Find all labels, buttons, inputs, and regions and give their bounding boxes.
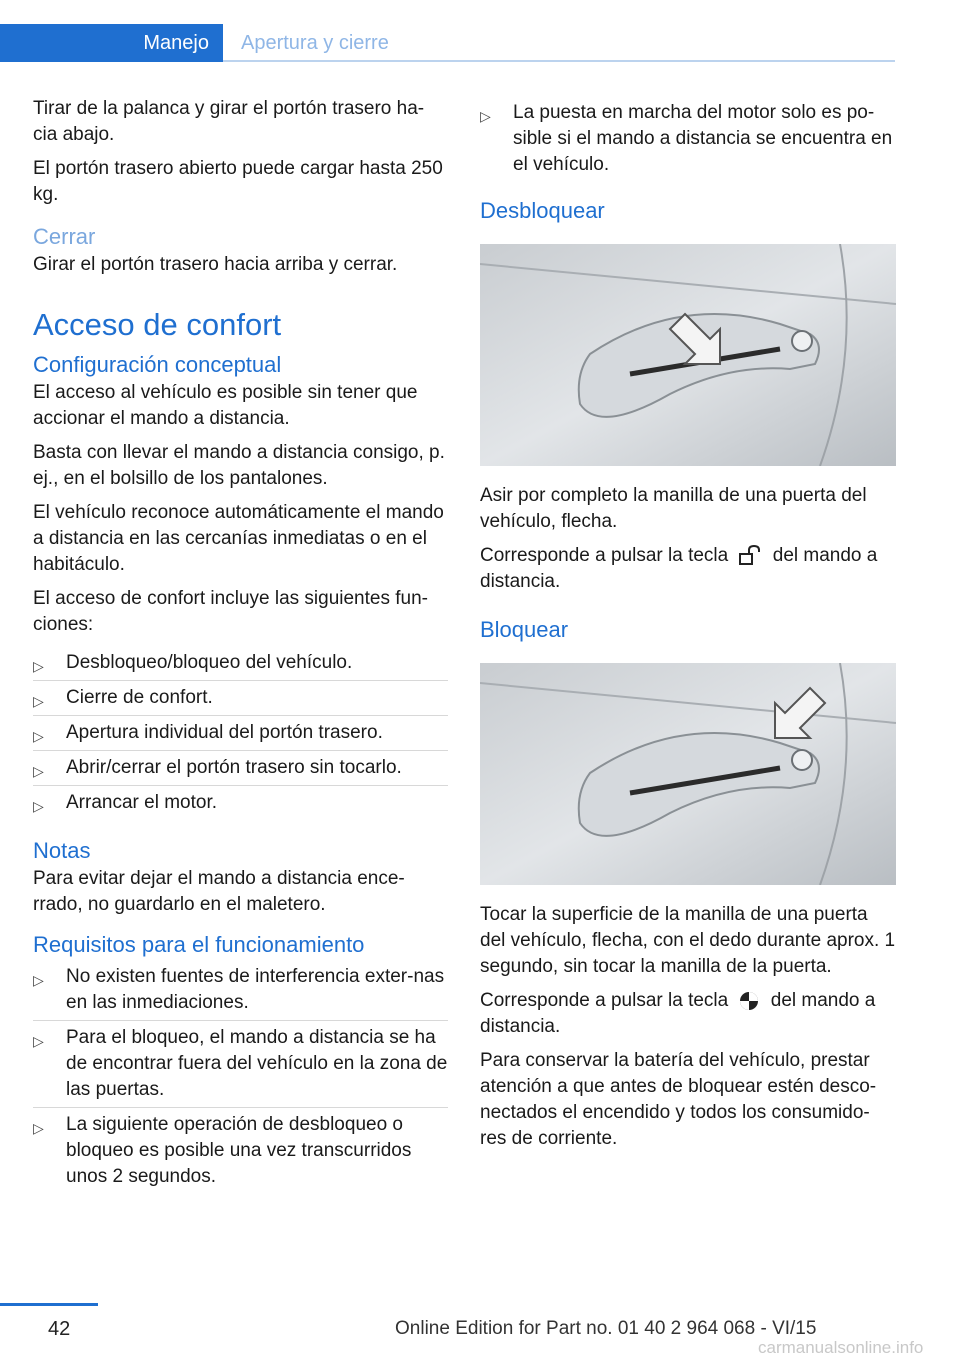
triangle-bullet-icon: ▷ [33, 658, 44, 674]
triangle-bullet-icon: ▷ [33, 972, 44, 988]
paragraph: Corresponde a pulsar la tecla del mando a distancia. [480, 990, 876, 1037]
footer-divider [0, 1303, 98, 1306]
requirements-list [33, 960, 448, 1194]
paragraph: Tocar la superficie de la manilla de una puerta del vehículo, flecha, con el dedo durante aprox. 1 segundo, sin tocar la manilla de la puerta. [480, 904, 896, 977]
header-divider [223, 60, 895, 62]
section-tab: Manejo [0, 24, 223, 62]
paragraph: El acceso de confort incluye las siguientes fun‐ciones: [33, 588, 428, 635]
paragraph: El portón trasero abierto puede cargar hasta 250 kg. [33, 158, 443, 205]
start-list [480, 96, 896, 182]
unlock-key-icon [737, 545, 763, 567]
paragraph: Tirar de la palanca y girar el portón trasero ha‐cia abajo. [33, 98, 425, 145]
paragraph: Girar el portón trasero hacia arriba y cerrar. [33, 254, 398, 275]
triangle-bullet-icon: ▷ [33, 693, 44, 709]
triangle-bullet-icon: ▷ [33, 1033, 44, 1049]
list-item: ▷ No existen fuentes de interferencia exter‐nas en las inmediaciones. [33, 960, 448, 1021]
section-title: Acceso de confort [33, 307, 282, 342]
door-handle-unlock-image [480, 244, 896, 466]
door-handle-lock-image [480, 663, 896, 885]
lock-key-icon [737, 990, 761, 1012]
list-item: ▷ Abrir/cerrar el portón trasero sin tocarlo. [33, 751, 448, 786]
list-item: ▷ Cierre de confort. [33, 681, 448, 716]
list-item: ▷ Para el bloqueo, el mando a distancia se ha de encontrar fuera del vehículo en la zona de las puertas. [33, 1021, 448, 1108]
paragraph: Asir por completo la manilla de una puerta del vehículo, flecha. [480, 485, 867, 532]
concept-heading: Configuración conceptual [33, 352, 282, 377]
triangle-bullet-icon: ▷ [33, 798, 44, 814]
paragraph: Para conservar la batería del vehículo, prestar atención a que antes de bloquear estén desco‐nectados el encendido y todos los consumido‐res de corriente. [480, 1050, 877, 1149]
lock-heading: Bloquear [480, 617, 569, 642]
unlock-heading: Desbloquear [480, 198, 605, 223]
list-item: ▷ La siguiente operación de desbloqueo o bloqueo es posible una vez transcurridos unos 2 segundos. [33, 1114, 412, 1187]
watermark: carmanualsonline.info [758, 1338, 924, 1357]
list-item: ▷ La puesta en marcha del motor solo es po‐sible si el mando a distancia se encuentra en el vehículo. [480, 102, 893, 175]
paragraph: Basta con llevar el mando a distancia consigo, p. ej., en el bolsillo de los pantalones. [33, 442, 445, 489]
paragraph: El vehículo reconoce automáticamente el mando a distancia en las cercanías inmediatas o en el habitáculo. [33, 502, 444, 575]
notas-heading: Notas [33, 838, 91, 863]
paragraph: Para evitar dejar el mando a distancia ence‐rrado, no guardarlo en el maletero. [33, 868, 405, 915]
paragraph: El acceso al vehículo es posible sin tener que accionar el mando a distancia. [33, 382, 418, 429]
subsection-tab: Apertura y cierre [241, 32, 389, 54]
triangle-bullet-icon: ▷ [33, 728, 44, 744]
page-number: 42 [48, 1318, 71, 1340]
triangle-bullet-icon: ▷ [33, 1120, 44, 1136]
left-column [33, 96, 448, 1194]
list-item: ▷ Arrancar el motor. [33, 786, 448, 820]
requirements-heading: Requisitos para el funcionamiento [33, 932, 365, 957]
triangle-bullet-icon: ▷ [33, 763, 44, 779]
list-item: ▷ Apertura individual del portón trasero. [33, 716, 448, 751]
page-header [0, 0, 960, 62]
paragraph: Corresponde a pulsar la tecla del mando a distancia. [480, 545, 878, 592]
cerrar-heading: Cerrar [33, 224, 96, 249]
edition-text: Online Edition for Part no. 01 40 2 964 068 - VI/15 [395, 1318, 817, 1339]
triangle-bullet-icon: ▷ [480, 108, 491, 124]
functions-list [33, 646, 448, 820]
list-item: ▷ Desbloqueo/bloqueo del vehículo. [33, 646, 448, 681]
right-column [480, 96, 896, 1160]
